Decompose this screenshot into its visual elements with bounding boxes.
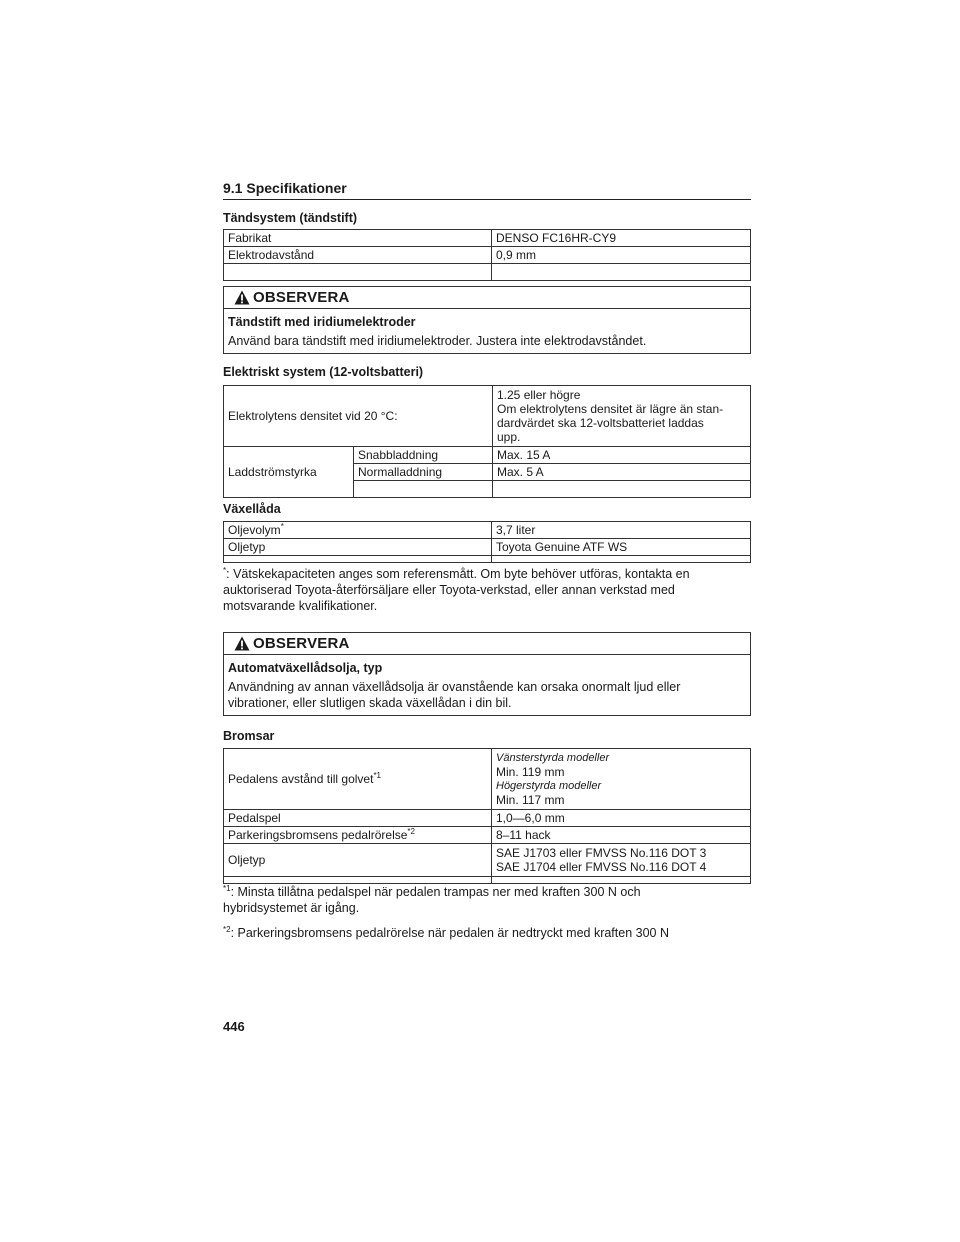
footnote-text: : Parkeringsbromsens pedalrörelse när pedalen är nedtryckt med kraften 300 N <box>230 926 669 940</box>
table-cell: Elektrolytens densitet vid 20 °C: <box>224 386 493 447</box>
notice-label: OBSERVERA <box>253 635 350 652</box>
footnote-text: : Minsta tillåtna pedalspel när pedalen trampas ner med kraften 300 N och <box>230 885 641 899</box>
oil-volume-label: Oljevolym <box>228 523 281 537</box>
notice-header <box>224 287 750 309</box>
table-row <box>224 539 751 556</box>
lhd-label: Vänsterstyrda modeller <box>496 752 610 764</box>
warning-triangle-icon <box>234 290 250 305</box>
table-cell: 3,7 liter <box>492 522 751 539</box>
brakes-heading: Bromsar <box>223 729 275 743</box>
table-cell <box>224 827 492 844</box>
table-row <box>224 556 751 563</box>
table-cell <box>493 386 751 447</box>
table-row <box>224 264 751 281</box>
table-cell: 8–11 hack <box>492 827 751 844</box>
notice-box <box>223 286 751 354</box>
brakes-footnote-2 <box>223 925 751 941</box>
table-cell <box>492 749 751 810</box>
table-cell: Pedalspel <box>224 810 492 827</box>
table-cell <box>493 481 751 498</box>
table-row <box>224 247 751 264</box>
notice-box <box>223 632 751 716</box>
density-value: 1.25 eller högre <box>497 388 581 402</box>
lhd-value: Min. 119 mm <box>496 765 565 779</box>
table-cell: Fabrikat <box>224 230 492 247</box>
footnote-mark: *1 <box>373 771 381 780</box>
table-cell <box>492 844 751 877</box>
table-row <box>224 386 751 447</box>
table-row <box>224 749 751 810</box>
table-cell <box>492 264 751 281</box>
parking-label: Parkeringsbromsens pedalrörelse <box>228 828 408 842</box>
footnote-mark: *1 <box>223 883 231 893</box>
table-cell: 0,9 mm <box>492 247 751 264</box>
rhd-label: Högerstyrda modeller <box>496 780 602 792</box>
footnote-text: hybridsystemet är igång. <box>223 901 360 915</box>
table-cell <box>492 877 751 884</box>
table-row <box>224 810 751 827</box>
table-cell: Oljetyp <box>224 539 492 556</box>
ignition-heading: Tändsystem (tändstift) <box>223 211 358 225</box>
table-cell: Snabbladdning <box>354 447 493 464</box>
footnote-mark: * <box>223 565 227 575</box>
fluid-value: SAE J1703 eller FMVSS No.116 DOT 3 <box>496 846 707 860</box>
table-cell <box>224 522 492 539</box>
density-note: Om elektrolytens densitet är lägre än stan- <box>497 402 724 416</box>
footnote-mark: *2 <box>407 827 415 836</box>
electrical-table <box>223 385 751 498</box>
electrical-heading: Elektriskt system (12-voltsbatteri) <box>223 365 424 379</box>
notice-text: Använd bara tändstift med iridiumelektroder. Justera inte elektrodavståndet. <box>228 334 647 348</box>
notice-title: Tändstift med iridiumelektroder <box>228 315 416 329</box>
table-cell <box>224 264 492 281</box>
fluid-value: SAE J1704 eller FMVSS No.116 DOT 4 <box>496 860 707 874</box>
notice-text: Användning av annan växellådsolja är ovanstående kan orsaka onormalt ljud eller <box>228 680 681 694</box>
footnote-mark: *2 <box>223 924 231 934</box>
table-cell: DENSO FC16HR-CY9 <box>492 230 751 247</box>
notice-header <box>224 633 750 655</box>
rhd-value: Min. 117 mm <box>496 793 565 807</box>
table-row <box>224 522 751 539</box>
footnote-mark: * <box>280 522 284 531</box>
table-cell <box>224 749 492 810</box>
notice-label: OBSERVERA <box>253 289 350 306</box>
footnote-text: auktoriserad Toyota-återförsäljare eller Toyota-verkstad, eller annan verkstad med <box>223 583 675 597</box>
transmission-table <box>223 521 751 563</box>
table-cell: Max. 5 A <box>493 464 751 481</box>
table-cell <box>224 877 492 884</box>
notice-title: Automatväxellådsolja, typ <box>228 661 383 675</box>
brakes-table <box>223 748 751 884</box>
footnote-text: motsvarande kvalifikationer. <box>223 599 378 613</box>
density-note: dardvärdet ska 12-voltsbatteriet laddas <box>497 416 704 430</box>
transmission-footnote <box>223 566 751 614</box>
table-row <box>224 844 751 877</box>
table-cell <box>492 556 751 563</box>
table-cell: Elektrodavstånd <box>224 247 492 264</box>
table-row <box>224 877 751 884</box>
table-cell: Normalladdning <box>354 464 493 481</box>
page-number: 446 <box>223 1019 245 1034</box>
ignition-table <box>223 229 751 281</box>
table-cell: Oljetyp <box>224 844 492 877</box>
pedal-distance-label: Pedalens avstånd till golvet <box>228 772 374 786</box>
table-row <box>224 827 751 844</box>
table-cell: 1,0—6,0 mm <box>492 810 751 827</box>
table-cell: Laddströmstyrka <box>224 447 354 498</box>
section-title: 9.1 Specifikationer <box>223 179 751 200</box>
table-cell: Toyota Genuine ATF WS <box>492 539 751 556</box>
transmission-heading: Växellåda <box>223 502 281 516</box>
table-row <box>224 230 751 247</box>
table-cell <box>354 481 493 498</box>
footnote-text: : Vätskekapaciteten anges som referensmått. Om byte behöver utföras, kontakta en <box>226 567 690 581</box>
warning-triangle-icon <box>234 636 250 651</box>
table-cell <box>224 556 492 563</box>
table-cell: Max. 15 A <box>493 447 751 464</box>
density-note: upp. <box>497 430 521 444</box>
table-row <box>224 447 751 464</box>
notice-text: vibrationer, eller slutligen skada växellådan i din bil. <box>228 696 512 710</box>
brakes-footnote-1 <box>223 884 751 916</box>
